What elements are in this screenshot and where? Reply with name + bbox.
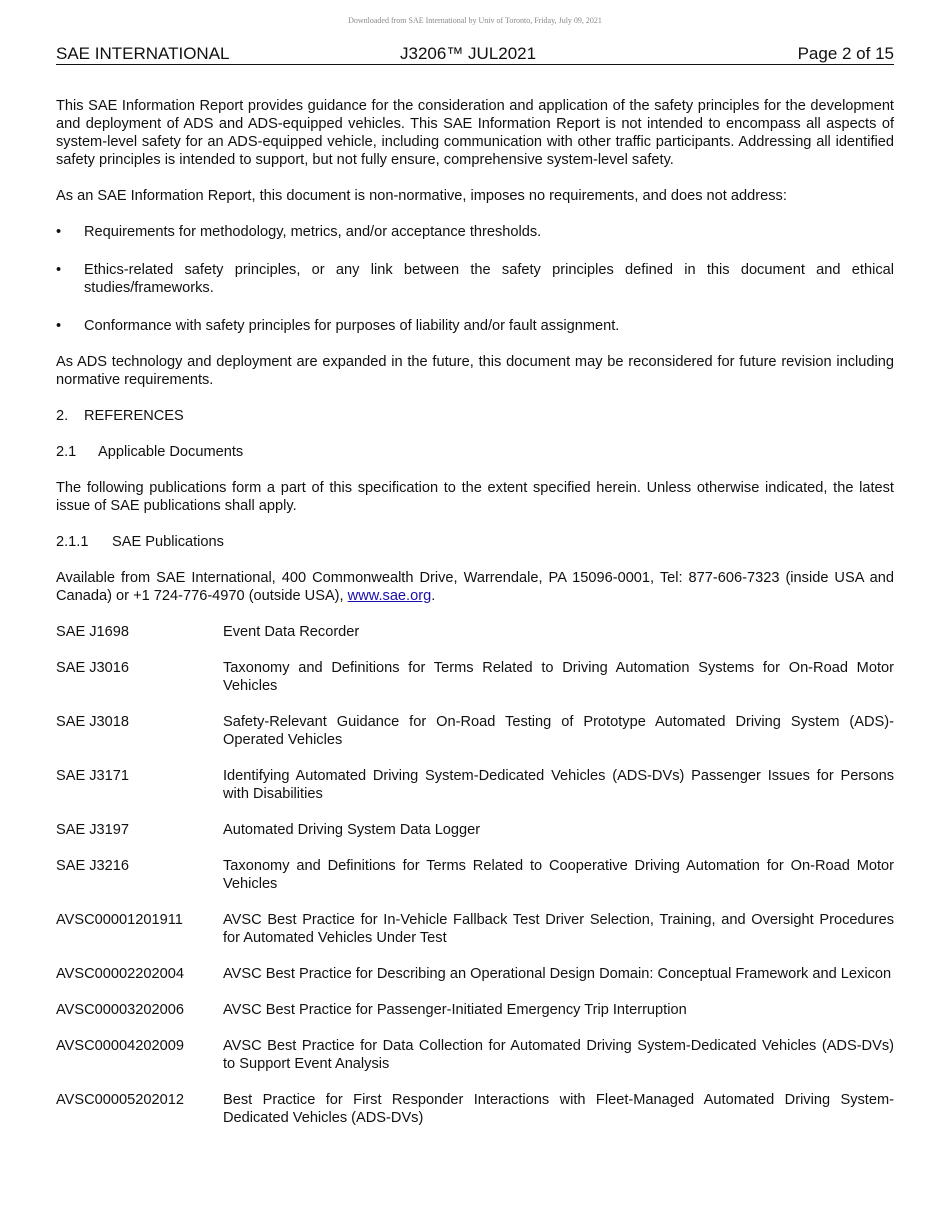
sae-website-link[interactable]: www.sae.org xyxy=(347,588,432,604)
availability-paragraph xyxy=(56,569,894,605)
non-normative-paragraph: As an SAE Information Report, this document is non-normative, imposes no requirements, and does not address: xyxy=(56,188,787,204)
reference-title: AVSC Best Practice for Describing an Operational Design Domain: Conceptual Framework and Lexicon xyxy=(223,966,892,982)
reference-title: Safety-Relevant Guidance for On-Road Testing of Prototype Automated Driving System (ADS)-Operated Vehicles xyxy=(223,714,894,748)
list-item-text: Ethics-related safety principles, or any link between the safety principles defined in this document and ethical studies/frameworks. xyxy=(84,262,894,296)
list-item-text: Requirements for methodology, metrics, and/or acceptance thresholds. xyxy=(84,224,542,240)
reference-code: SAE J3197 xyxy=(56,822,130,838)
scope-paragraph: This SAE Information Report provides guidance for the consideration and application of the safety principles for the development and deployment of ADS and ADS-equipped vehicles. This SAE Information Report is not intended to encompass all aspects of system-level safety for an ADS-equipped vehicle, including communication with other traffic participants. Addressing all identified safety principles is intended to support, but not fully ensure, comprehensive system-level safety. xyxy=(56,98,894,168)
reference-title: Event Data Recorder xyxy=(223,624,360,640)
reference-title: Taxonomy and Definitions for Terms Related to Driving Automation Systems for On-Road Motor Vehicles xyxy=(223,660,894,694)
reference-code: AVSC00001201911 xyxy=(56,912,183,928)
availability-end: . xyxy=(431,588,436,604)
header-publisher: SAE INTERNATIONAL xyxy=(56,44,230,63)
header-document-id: J3206™ JUL2021 xyxy=(400,44,537,63)
list-item xyxy=(56,261,894,297)
reference-code: SAE J3171 xyxy=(56,768,130,784)
subsubsection-title: SAE Publications xyxy=(112,534,224,550)
reference-code: AVSC00002202004 xyxy=(56,966,184,982)
reference-row xyxy=(56,767,894,803)
reference-row xyxy=(56,911,894,947)
bullet-icon: • xyxy=(56,318,62,334)
page-header xyxy=(56,44,894,65)
subsubsection-number: 2.1.1 xyxy=(56,534,89,550)
reference-list xyxy=(56,623,894,1127)
reference-row xyxy=(56,821,894,839)
exclusions-list xyxy=(56,223,894,335)
reference-title: Automated Driving System Data Logger xyxy=(223,822,481,838)
reference-code: AVSC00004202009 xyxy=(56,1038,184,1054)
reference-title: Taxonomy and Definitions for Terms Related to Cooperative Driving Automation for On-Road Motor Vehicles xyxy=(223,858,894,892)
reference-row xyxy=(56,965,894,983)
reference-row xyxy=(56,1001,894,1019)
reference-row xyxy=(56,659,894,695)
bullet-icon: • xyxy=(56,224,62,240)
reference-code: SAE J3216 xyxy=(56,858,130,874)
list-item-text: Conformance with safety principles for purposes of liability and/or fault assignment. xyxy=(84,318,620,334)
subsection-title: Applicable Documents xyxy=(98,444,244,460)
reference-row xyxy=(56,1037,894,1073)
reference-code: SAE J3018 xyxy=(56,714,130,730)
subsubsection-heading-sae-publications xyxy=(56,533,894,551)
reference-title: Best Practice for First Responder Interactions with Fleet-Managed Automated Driving System-Dedicated Vehicles (ADS-DVs) xyxy=(223,1092,894,1126)
reference-title: AVSC Best Practice for Data Collection for Automated Driving System-Dedicated Vehicles (ADS-DVs) to Support Event Analysis xyxy=(223,1038,894,1072)
list-item xyxy=(56,317,894,335)
reference-code: AVSC00003202006 xyxy=(56,1002,184,1018)
reference-row xyxy=(56,713,894,749)
bullet-icon: • xyxy=(56,262,62,278)
future-revision-paragraph: As ADS technology and deployment are expanded in the future, this document may be reconsidered for future revision including normative requirements. xyxy=(56,354,894,388)
section-heading-references xyxy=(56,407,894,425)
section-number: 2. xyxy=(56,408,69,424)
reference-code: SAE J1698 xyxy=(56,624,130,640)
download-watermark: Downloaded from SAE International by Univ of Toronto, Friday, July 09, 2021 xyxy=(348,16,602,25)
reference-row xyxy=(56,1091,894,1127)
header-page-number: Page 2 of 15 xyxy=(797,44,894,63)
reference-title: Identifying Automated Driving System-Dedicated Vehicles (ADS-DVs) Passenger Issues for Persons with Disabilities xyxy=(223,768,894,802)
applicable-documents-paragraph: The following publications form a part of this specification to the extent specified herein. Unless otherwise indicated, the latest issue of SAE publications shall apply. xyxy=(56,480,894,514)
reference-row xyxy=(56,857,894,893)
availability-text: Available from SAE International, 400 Commonwealth Drive, Warrendale, PA 15096-0001, Tel: 877-606-7323 (inside USA and Canada) or +1 724-776-4970 (outside USA), xyxy=(56,570,894,604)
subsection-heading-applicable-documents xyxy=(56,443,894,461)
reference-title: AVSC Best Practice for Passenger-Initiated Emergency Trip Interruption xyxy=(223,1002,687,1018)
page-content xyxy=(56,97,894,1145)
section-title: REFERENCES xyxy=(84,408,184,424)
reference-code: SAE J3016 xyxy=(56,660,130,676)
reference-row xyxy=(56,623,894,641)
subsection-number: 2.1 xyxy=(56,444,77,460)
reference-code: AVSC00005202012 xyxy=(56,1092,184,1108)
list-item xyxy=(56,223,894,241)
reference-title: AVSC Best Practice for In-Vehicle Fallback Test Driver Selection, Training, and Oversight Procedures for Automated Vehicles Under Test xyxy=(223,912,894,946)
